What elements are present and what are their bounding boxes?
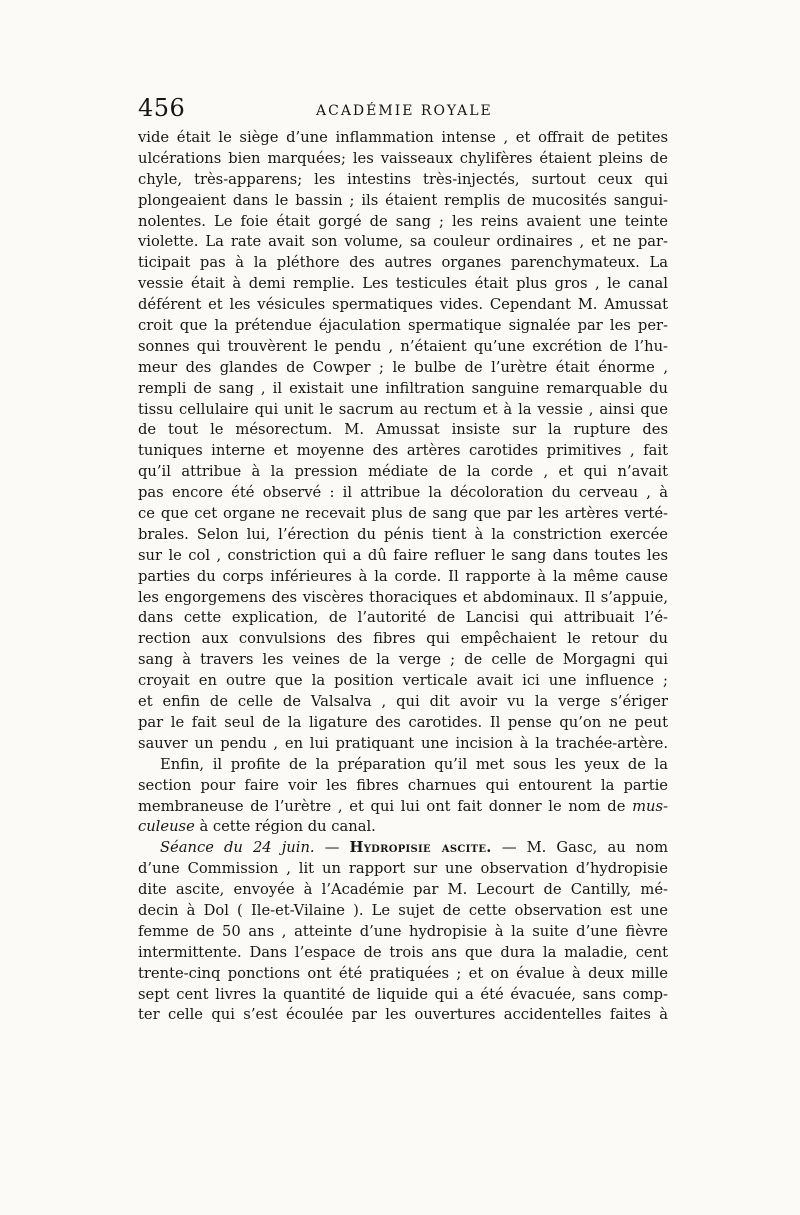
text-line: pas encore été observé : il attribue la décoloration du cerveau , à [138, 484, 668, 502]
text-line: ce que cet organe ne recevait plus de sang que par les artères verté- [138, 505, 668, 523]
text-line: vessie était à demi remplie. Les testicules était plus gros , le canal [138, 275, 668, 293]
text-line: par le fait seul de la ligature des carotides. Il pense qu’on ne peut [138, 713, 668, 731]
page-header [138, 94, 668, 124]
text-line: sang à travers les veines de la verge ; de celle de Morgagni qui [138, 651, 668, 669]
text-line: chyle, très-apparens; les intestins très-injectés, surtout ceux qui [138, 170, 668, 188]
session-date: Séance du 24 juin. [160, 839, 315, 857]
text-line: ter celle qui s’est écoulée par les ouvertures accidentelles faites à [138, 1006, 668, 1024]
italic-text: mus- [632, 797, 668, 815]
text-line: brales. Selon lui, l’érection du pénis tient à la constriction exercée [138, 525, 668, 543]
text-line: qu’il attribue à la pression médiate de la corde , et qui n’avait [138, 463, 668, 481]
section-heading: Hydropisie ascite. [349, 839, 492, 857]
text-line: trente-cinq ponctions ont été pratiquées ; et on évalue à deux mille [138, 964, 668, 982]
text-line: rempli de sang , il existait une infiltration sanguine remarquable du [138, 379, 668, 397]
text-line: dite ascite, envoyée à l’Académie par M. Lecourt de Cantilly, mé- [138, 881, 668, 899]
dash: — [324, 839, 340, 857]
text-line: d’une Commission , lit un rapport sur une observation d’hydropisie [138, 860, 668, 878]
text-line: déférent et les vésicules spermatiques vides. Cependant M. Amussat [138, 296, 668, 314]
text-line: sept cent livres la quantité de liquide qui a été évacuée, sans comp- [138, 985, 668, 1003]
session-heading-line [138, 838, 668, 859]
text-line: sauver un pendu , en lui pratiquant une incision à la trachée-artère. [138, 734, 668, 752]
text-line: violette. La rate avait son volume, sa couleur ordinaires , et ne par- [138, 233, 668, 251]
text-line: tissu cellulaire qui unit le sacrum au rectum et à la vessie , ainsi que [138, 400, 668, 418]
text-line: intermittente. Dans l’espace de trois ans que dura la maladie, cent [138, 943, 668, 961]
text-line: rection aux convulsions des fibres qui empêchaient le retour du [138, 630, 668, 648]
text-run: — M. Gasc, au nom [501, 839, 668, 857]
text-line: sur le col , constriction qui a dû faire refluer le sang dans toutes les [138, 546, 668, 564]
text-line: dans cette explication, de l’autorité de Lancisi qui attribuait l’é- [138, 609, 668, 627]
text-line: femme de 50 ans , atteinte d’une hydropisie à la suite d’une fièvre [138, 922, 668, 940]
body-text [138, 128, 668, 1026]
text-line: croit que la prétendue éjaculation spermatique signalée par les per- [138, 317, 668, 335]
text-line [138, 817, 668, 838]
text-line: plongeaient dans le bassin ; ils étaient remplis de mucosités sangui- [138, 191, 668, 209]
text-line [138, 797, 668, 818]
text-line: tuniques interne et moyenne des artères carotides primitives , fait [138, 442, 668, 460]
text-run: membraneuse de l’urètre , et qui lui ont fait donner le nom de [138, 797, 626, 815]
italic-text: culeuse [138, 818, 195, 836]
page-number: 456 [138, 94, 186, 122]
text-line: sonnes qui trouvèrent le pendu , n’étaient qu’une excrétion de l’hu- [138, 337, 668, 355]
text-line: et enfin de celle de Valsalva , qui dit avoir vu la verge s’ériger [138, 693, 668, 711]
text-line: Enfin, il profite de la préparation qu’il met sous les yeux de la [160, 755, 668, 773]
text-line: nolentes. Le foie était gorgé de sang ; les reins avaient une teinte [138, 212, 668, 230]
text-line: decin à Dol ( Ile-et-Vilaine ). Le sujet de cette observation est une [138, 901, 668, 919]
running-title: ACADÉMIE ROYALE [316, 103, 493, 119]
text-line: les engorgemens des viscères thoraciques et abdominaux. Il s’appuie, [138, 588, 668, 606]
text-run: à cette région du canal. [199, 818, 376, 836]
text-line: ulcérations bien marquées; les vaisseaux chylifères étaient pleins de [138, 149, 668, 167]
text-line: ticipait pas à la pléthore des autres organes parenchymateux. La [138, 254, 668, 272]
text-line: meur des glandes de Cowper ; le bulbe de l’urètre était énorme , [138, 358, 668, 376]
text-line: vide était le siège d’une inflammation intense , et offrait de petites [138, 129, 668, 146]
text-line: de tout le mésorectum. M. Amussat insiste sur la rupture des [138, 421, 668, 439]
text-line: parties du corps inférieures à la corde. Il rapporte à la même cause [138, 567, 668, 585]
text-line: section pour faire voir les fibres charnues qui entourent la partie [138, 776, 668, 794]
text-line: croyait en outre que la position verticale avait ici une influence ; [138, 672, 668, 690]
